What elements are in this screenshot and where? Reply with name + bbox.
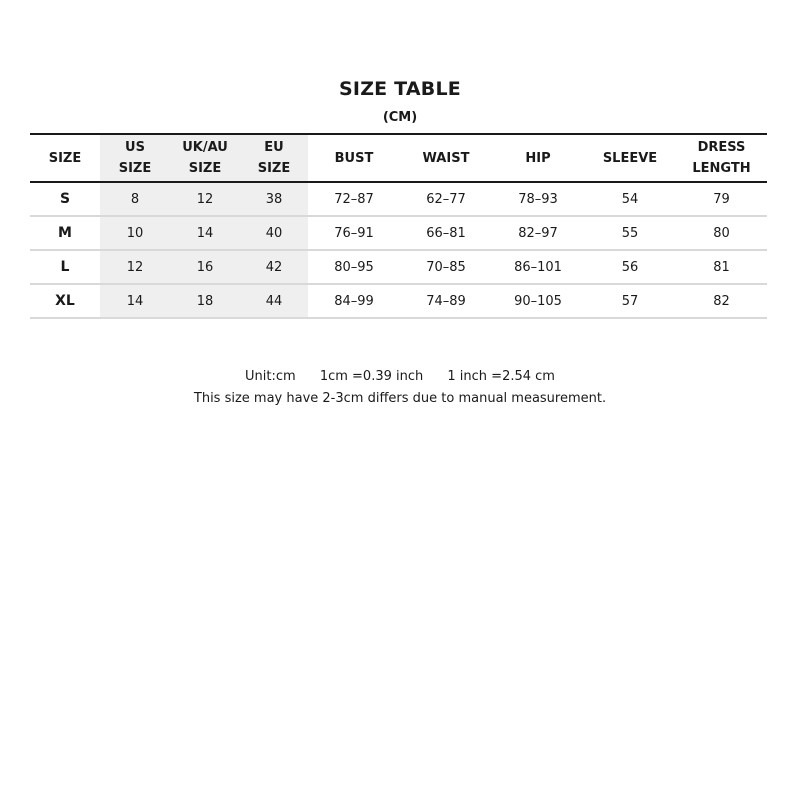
cell-waist: 66–81 [400,216,492,250]
cell-sleeve: 56 [584,250,676,284]
cell-dress-length: 80 [676,216,767,250]
table-row [30,182,767,216]
cell-dress-length: 79 [676,182,767,216]
measurement-disclaimer: This size may have 2-3cm differs due to manual measurement. [193,391,607,406]
unit-conversion-line [0,366,800,388]
cell-us-size: 8 [100,182,170,216]
table-row [30,284,767,318]
cell-eu-size: 44 [240,284,308,318]
header-hip: HIP [492,134,584,182]
cell-waist: 70–85 [400,250,492,284]
cell-bust: 80–95 [308,250,400,284]
header-dress-length: DRESS LENGTH [676,134,767,182]
cell-waist: 74–89 [400,284,492,318]
cell-hip: 90–105 [492,284,584,318]
cell-bust: 84–99 [308,284,400,318]
cell-eu-size: 40 [240,216,308,250]
header-us-size: US SIZE [100,134,170,182]
header-eu-size: EU SIZE [240,134,308,182]
cell-eu-size: 38 [240,182,308,216]
cell-dress-length: 82 [676,284,767,318]
cell-bust: 72–87 [308,182,400,216]
cm-to-inch-label: 1cm =0.39 inch [319,369,424,384]
page-title: SIZE TABLE [339,78,461,100]
cell-sleeve: 57 [584,284,676,318]
header-sleeve: SLEEVE [584,134,676,182]
header-waist: WAIST [400,134,492,182]
cell-us-size: 12 [100,250,170,284]
header-size: SIZE [30,134,100,182]
cell-bust: 76–91 [308,216,400,250]
table-row [30,250,767,284]
cell-size: M [30,216,100,250]
size-table [30,133,767,319]
cell-us-size: 14 [100,284,170,318]
table-header-row [30,134,767,182]
inch-to-cm-label: 1 inch =2.54 cm [447,369,555,384]
cell-uk-au-size: 14 [170,216,240,250]
cell-sleeve: 55 [584,216,676,250]
cell-waist: 62–77 [400,182,492,216]
cell-dress-length: 81 [676,250,767,284]
cell-uk-au-size: 12 [170,182,240,216]
cell-hip: 86–101 [492,250,584,284]
cell-size: L [30,250,100,284]
table-row [30,216,767,250]
unit-label: Unit:cm [245,369,296,384]
cell-us-size: 10 [100,216,170,250]
cell-size: S [30,182,100,216]
cell-hip: 78–93 [492,182,584,216]
unit-subtitle: (CM) [382,110,418,125]
cell-uk-au-size: 18 [170,284,240,318]
cell-eu-size: 42 [240,250,308,284]
cell-hip: 82–97 [492,216,584,250]
measurement-notes [0,366,800,410]
cell-sleeve: 54 [584,182,676,216]
header-bust: BUST [308,134,400,182]
cell-size: XL [30,284,100,318]
header-uk-au-size: UK/AU SIZE [170,134,240,182]
cell-uk-au-size: 16 [170,250,240,284]
